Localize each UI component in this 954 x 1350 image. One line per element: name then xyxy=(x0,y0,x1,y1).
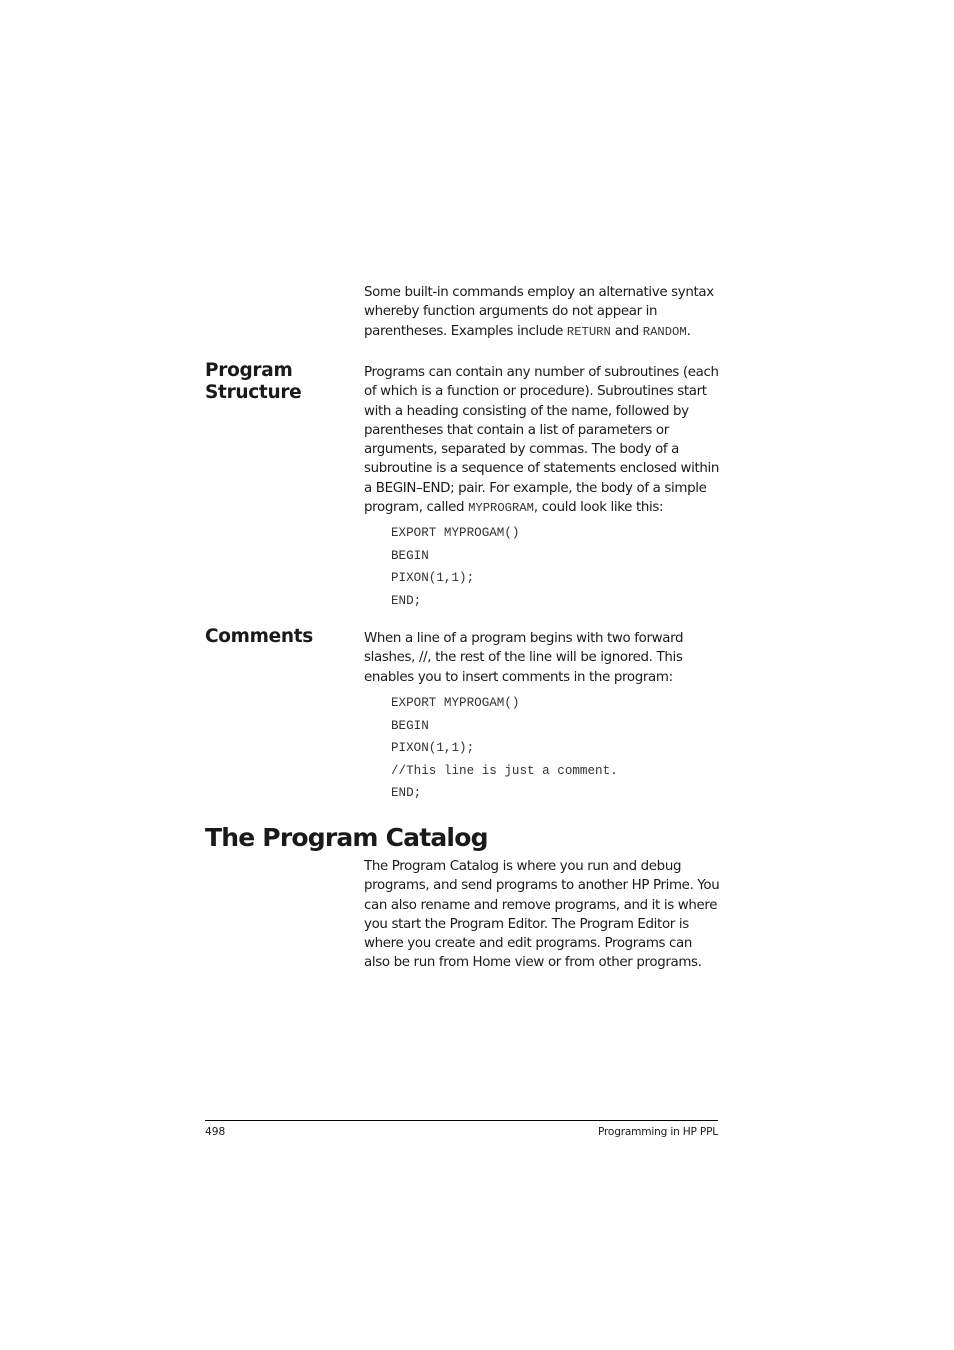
program-structure-code-block xyxy=(391,522,519,612)
intro-text-after: . xyxy=(686,323,691,339)
program-structure-paragraph xyxy=(364,363,720,518)
page-number: 498 xyxy=(205,1126,226,1138)
intro-text-between: and xyxy=(610,323,643,339)
footer-rule xyxy=(205,1120,718,1121)
code-line: BEGIN xyxy=(391,718,429,733)
comments-paragraph: When a line of a program begins with two forward slashes, //, the rest of the line will be ignored. This enables you to insert comments in the program: xyxy=(364,631,684,685)
comments-heading: Comments xyxy=(205,626,314,647)
program-structure-text-before: Programs can contain any number of subroutines (each of which is a function or procedure). Subroutines start with a heading consisting of the name, followed by parentheses that contain a list of parameters or arguments, separated by commas. The body of a subroutine is a sequence of statements enclosed within a BEGIN–END; pair. For example, the body of a simple program, called xyxy=(364,365,720,516)
intro-paragraph xyxy=(364,283,720,342)
intro-code-return: RETURN xyxy=(566,324,611,339)
program-structure-code: MYPROGRAM xyxy=(468,501,534,516)
program-catalog-heading: The Program Catalog xyxy=(205,823,488,852)
program-catalog-paragraph: The Program Catalog is where you run and debug programs, and send programs to another HP Prime. You can also rename and remove programs, and it is where you start the Program Editor. The Program Editor is where you create and edit programs. Programs can also be run from Home view or from other programs. xyxy=(364,859,720,971)
intro-code-random: RANDOM xyxy=(642,324,687,339)
intro-text-before: Some built-in commands employ an alternative syntax whereby function arguments do not appear in parentheses. Examples include xyxy=(364,285,714,339)
program-structure-text-after: , could look like this: xyxy=(533,500,664,516)
code-line: BEGIN xyxy=(391,548,429,563)
code-line: END; xyxy=(391,593,422,608)
code-line: END; xyxy=(391,786,422,800)
code-line: PIXON(1,1); xyxy=(391,741,475,755)
comments-code-block xyxy=(391,692,618,805)
chapter-title: Programming in HP PPL xyxy=(598,1126,718,1138)
code-line: PIXON(1,1); xyxy=(391,571,475,585)
code-line: //This line is just a comment. xyxy=(391,763,618,778)
code-line: EXPORT MYPROGAM() xyxy=(391,526,520,540)
program-structure-heading: Program Structure xyxy=(205,360,302,403)
code-line: EXPORT MYPROGAM() xyxy=(391,696,520,710)
